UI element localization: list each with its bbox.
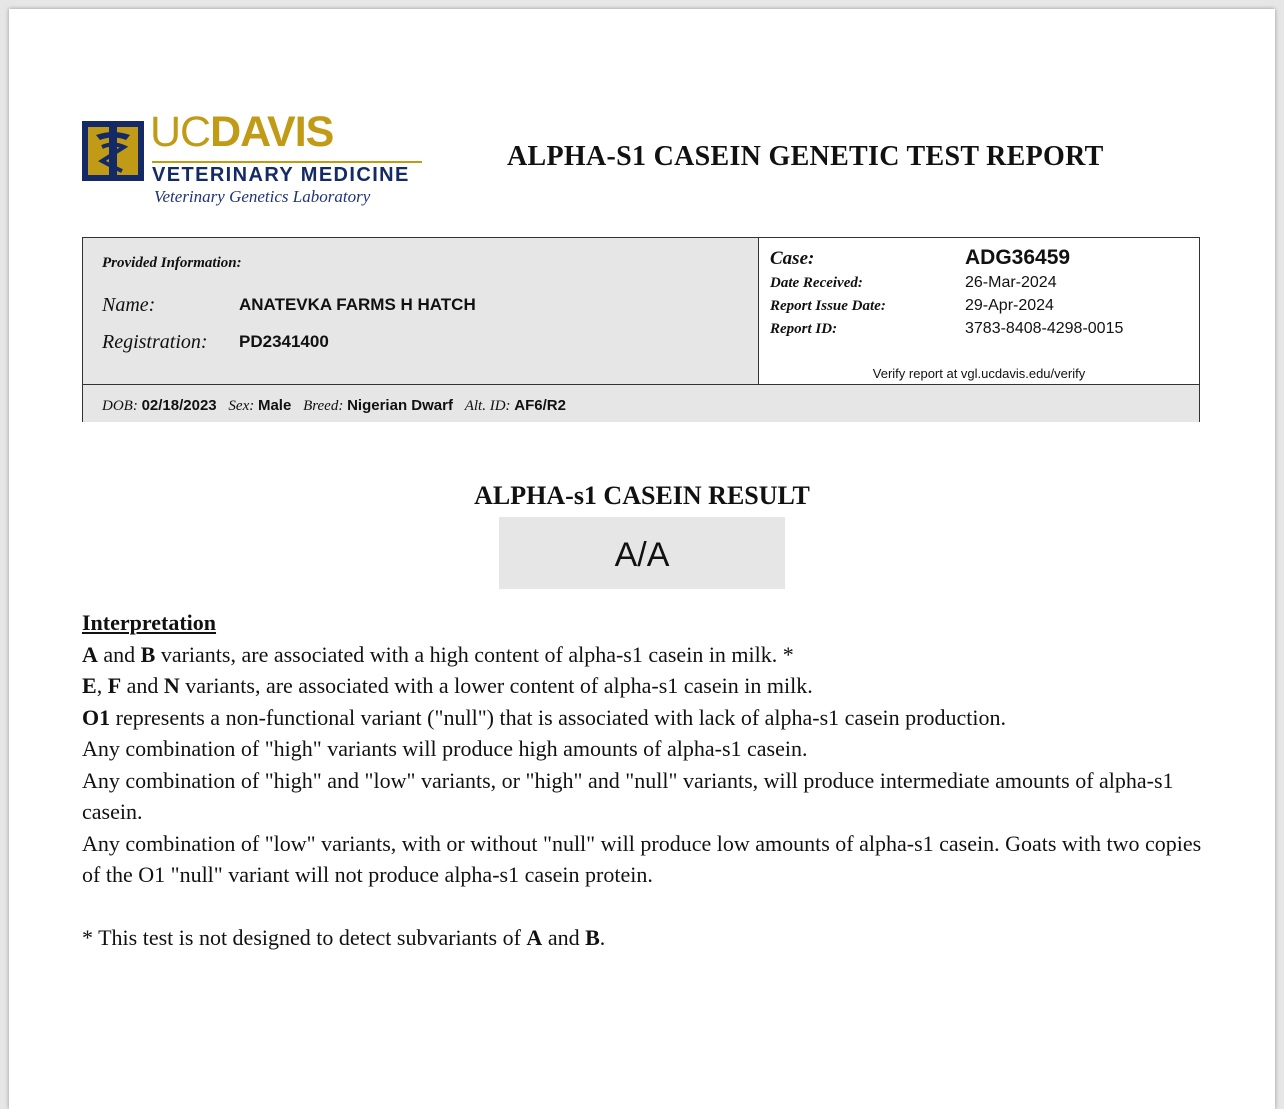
animal-details-line <box>102 397 574 415</box>
verify-link[interactable]: Verify report at vgl.ucdavis.edu/verify <box>872 366 1086 381</box>
alt-id-value: AF6/R2 <box>514 397 566 414</box>
report-issue-date-label: Report Issue Date: <box>770 298 886 314</box>
interpretation-line-2: E, F and N variants, are associated with a lower content of alpha-s1 casein in milk. <box>82 673 813 698</box>
ucdavis-logo <box>82 108 442 213</box>
dob-label: DOB: <box>102 398 138 414</box>
registration-label: Registration: <box>102 331 208 353</box>
result-value-box: A/A <box>499 517 785 589</box>
sex-value: Male <box>257 397 292 414</box>
provided-information-heading: Provided Information: <box>102 255 242 271</box>
name-label: Name: <box>102 294 156 316</box>
report-page <box>9 9 1275 1109</box>
case-panel <box>759 238 1199 384</box>
report-id-value: 3783-8408-4298-0015 <box>965 320 1124 337</box>
dob-value: 02/18/2023 <box>141 397 217 414</box>
interpretation-line-5: Any combination of "high" and "low" variants, or "high" and "null" variants, will produce intermediate amounts of alpha-s1 casein. <box>82 767 1174 824</box>
alt-id-label: Alt. ID: <box>464 398 511 414</box>
report-title: ALPHA-S1 CASEIN GENETIC TEST REPORT <box>507 141 1104 172</box>
ucdavis-wordmark: UCDAVIS <box>150 108 334 156</box>
breed-value: Nigerian Dwarf <box>347 397 453 414</box>
date-received-label: Date Received: <box>770 275 863 291</box>
breed-label: Breed: <box>303 398 344 414</box>
report-issue-date-value: 29-Apr-2024 <box>965 297 1054 314</box>
interpretation-line-1: A and B variants, are associated with a high content of alpha-s1 casein in milk. * <box>82 641 794 667</box>
provided-information-panel <box>83 238 759 384</box>
case-value: ADG36459 <box>965 246 1071 269</box>
name-value: ANATEVKA FARMS H HATCH <box>239 295 476 314</box>
footnote: * This test is not designed to detect subvariants of A and B. <box>82 924 606 950</box>
registration-value: PD2341400 <box>239 332 329 351</box>
interpretation-line-6: Any combination of "low" variants, with or without "null" will produce low amounts of alpha-s1 casein. Goats with two copies of the O1 "null" variant will not produce alpha-s1 casein protein. <box>82 830 1202 887</box>
interpretation-line-3: O1 represents a non-functional variant ("null") that is associated with lack of alpha-s1 casein production. <box>82 704 1006 730</box>
report-id-label: Report ID: <box>770 321 838 337</box>
caduceus-shield-icon <box>82 121 144 181</box>
interpretation-title: Interpretation <box>82 610 217 635</box>
info-box <box>82 237 1200 422</box>
vgl-label: Veterinary Genetics Laboratory <box>154 187 371 206</box>
date-received-value: 26-Mar-2024 <box>965 274 1057 291</box>
result-heading: ALPHA-s1 CASEIN RESULT <box>474 481 810 510</box>
animal-details-bar <box>83 384 1199 422</box>
case-label: Case: <box>770 248 815 269</box>
interpretation-section <box>82 607 1207 953</box>
veterinary-medicine-label: VETERINARY MEDICINE <box>152 161 422 187</box>
sex-label: Sex: <box>228 398 255 414</box>
interpretation-line-4: Any combination of "high" variants will produce high amounts of alpha-s1 casein. <box>82 736 808 761</box>
